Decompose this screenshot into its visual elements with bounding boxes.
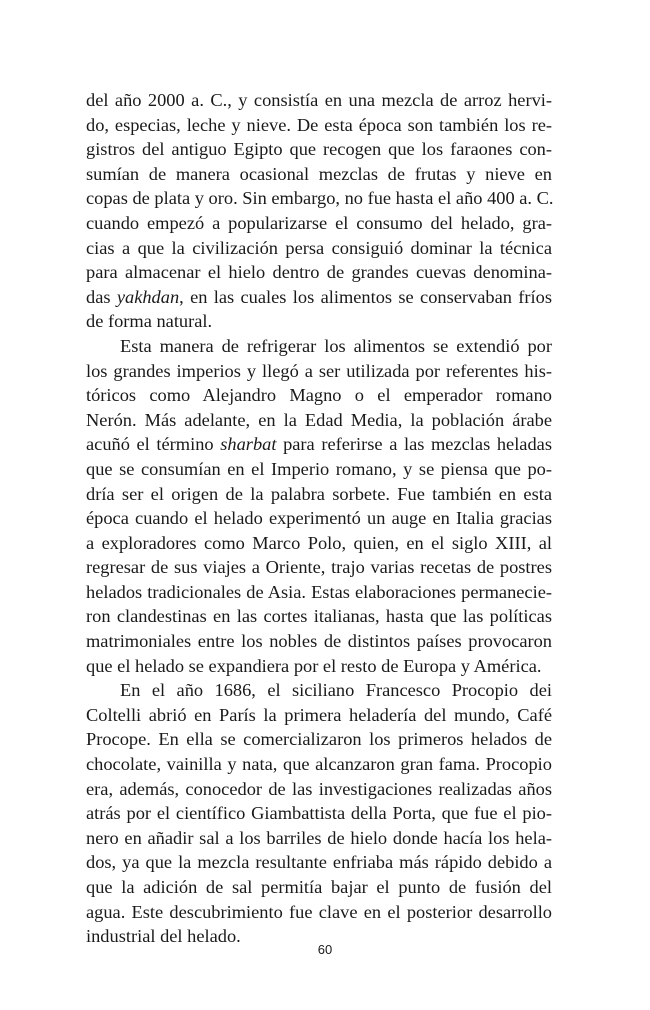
text-line: [86, 186, 552, 211]
italic-term: sharbat: [220, 434, 277, 455]
text-line: [86, 285, 552, 310]
text-line: [86, 137, 552, 162]
text-line: [86, 260, 552, 285]
text-segment: Esta manera de refrigerar los alimentos se extendió por: [120, 335, 552, 356]
text-line: [86, 703, 552, 728]
text-line: [86, 309, 552, 334]
text-segment: chocolate, vainilla y nata, que alcanzaron gran fama. Procopio: [86, 754, 552, 775]
text-line: [86, 678, 552, 703]
text-segment: Procope. En ella se comercializaron los primeros helados de: [86, 729, 552, 750]
text-segment: tóricos como Alejandro Magno o el emperador romano: [86, 385, 552, 406]
text-line: [86, 432, 552, 457]
text-segment: Coltelli abrió en París la primera heladería del mundo, Café: [86, 704, 552, 725]
text-segment: , en las cuales los alimentos se conservaban fríos: [179, 286, 552, 307]
text-segment: que se consumían en el Imperio romano, y se piensa que po-: [86, 458, 552, 479]
paragraph: [86, 88, 552, 334]
text-segment: En el año 1686, el siciliano Francesco Procopio dei: [120, 680, 552, 701]
text-segment: era, además, conocedor de las investigaciones realizadas años: [86, 778, 552, 799]
text-segment: para referirse a las mezclas heladas: [276, 434, 552, 455]
text-line: [86, 555, 552, 580]
text-segment: dos, ya que la mezcla resultante enfriaba más rápido debido a: [86, 852, 552, 873]
text-segment: a exploradores como Marco Polo, quien, en el siglo XIII, al: [86, 532, 552, 553]
text-line: [86, 727, 552, 752]
text-line: [86, 875, 552, 900]
text-segment: sumían de manera ocasional mezclas de frutas y nieve en: [86, 163, 552, 184]
page-number: 60: [317, 942, 333, 957]
text-line: [86, 162, 552, 187]
text-segment: nero en añadir sal a los barriles de hielo donde hacía los hela-: [86, 827, 552, 848]
text-segment: cias a que la civilización persa consiguió dominar la técnica: [86, 237, 552, 258]
text-line: [86, 654, 552, 679]
text-line: [86, 236, 552, 261]
text-line: [86, 580, 552, 605]
paragraph: [86, 678, 552, 949]
text-line: [86, 113, 552, 138]
text-segment: regresar de sus viajes a Oriente, trajo varias recetas de postres: [86, 557, 552, 578]
text-line: [86, 777, 552, 802]
paragraph: [86, 334, 552, 678]
text-segment: das: [86, 286, 117, 307]
body-text: [86, 88, 552, 949]
text-line: [86, 211, 552, 236]
text-line: [86, 826, 552, 851]
text-line: [86, 408, 552, 433]
text-segment: que la adición de sal permitía bajar el punto de fusión del: [86, 877, 552, 897]
text-segment: Nerón. Más adelante, en la Edad Media, la población árabe: [86, 409, 552, 430]
text-line: [86, 801, 552, 826]
text-line: [86, 359, 552, 384]
text-line: [86, 506, 552, 531]
text-segment: de forma natural.: [86, 311, 213, 332]
text-segment: industrial del helado.: [86, 926, 241, 947]
text-line: [86, 531, 552, 556]
text-segment: acuñó el término: [86, 434, 221, 455]
text-line: [86, 482, 552, 507]
text-segment: atrás por el científico Giambattista della Porta, que fue el pio-: [86, 803, 552, 824]
text-segment: dría ser el origen de la palabra sorbete. Fue también en esta: [86, 483, 552, 504]
text-segment: época cuando el helado experimentó un auge en Italia gracias: [86, 508, 552, 529]
text-segment: ron clandestinas en las cortes italianas, hasta que las políticas: [86, 606, 552, 627]
text-segment: del año 2000 a. C., y consistía en una mezcla de arroz hervi-: [86, 90, 552, 110]
text-line: [86, 457, 552, 482]
text-line: [86, 900, 552, 925]
text-segment: matrimoniales entre los nobles de distintos países provocaron: [86, 631, 552, 652]
text-segment: que el helado se expandiera por el resto de Europa y América.: [86, 655, 542, 676]
text-segment: los grandes imperios y llegó a ser utilizada por referentes his-: [86, 360, 552, 381]
text-segment: copas de plata y oro. Sin embargo, no fue hasta el año 400 a. C.: [86, 188, 554, 209]
text-segment: helados tradicionales de Asia. Estas elaboraciones permanecie-: [86, 581, 552, 602]
text-line: [86, 88, 552, 113]
text-segment: gistros del antiguo Egipto que recogen que los faraones con-: [86, 139, 552, 160]
text-line: [86, 629, 552, 654]
italic-term: yakhdan: [116, 286, 180, 307]
text-line: [86, 752, 552, 777]
text-line: [86, 604, 552, 629]
text-line: [86, 383, 552, 408]
text-segment: agua. Este descubrimiento fue clave en el posterior desarrollo: [86, 901, 552, 922]
text-line: [86, 850, 552, 875]
text-line: [86, 334, 552, 359]
text-segment: cuando empezó a popularizarse el consumo del helado, gra-: [86, 212, 552, 233]
text-segment: para almacenar el hielo dentro de grandes cuevas denomina-: [86, 262, 552, 283]
text-segment: do, especias, leche y nieve. De esta época son también los re-: [86, 114, 552, 135]
